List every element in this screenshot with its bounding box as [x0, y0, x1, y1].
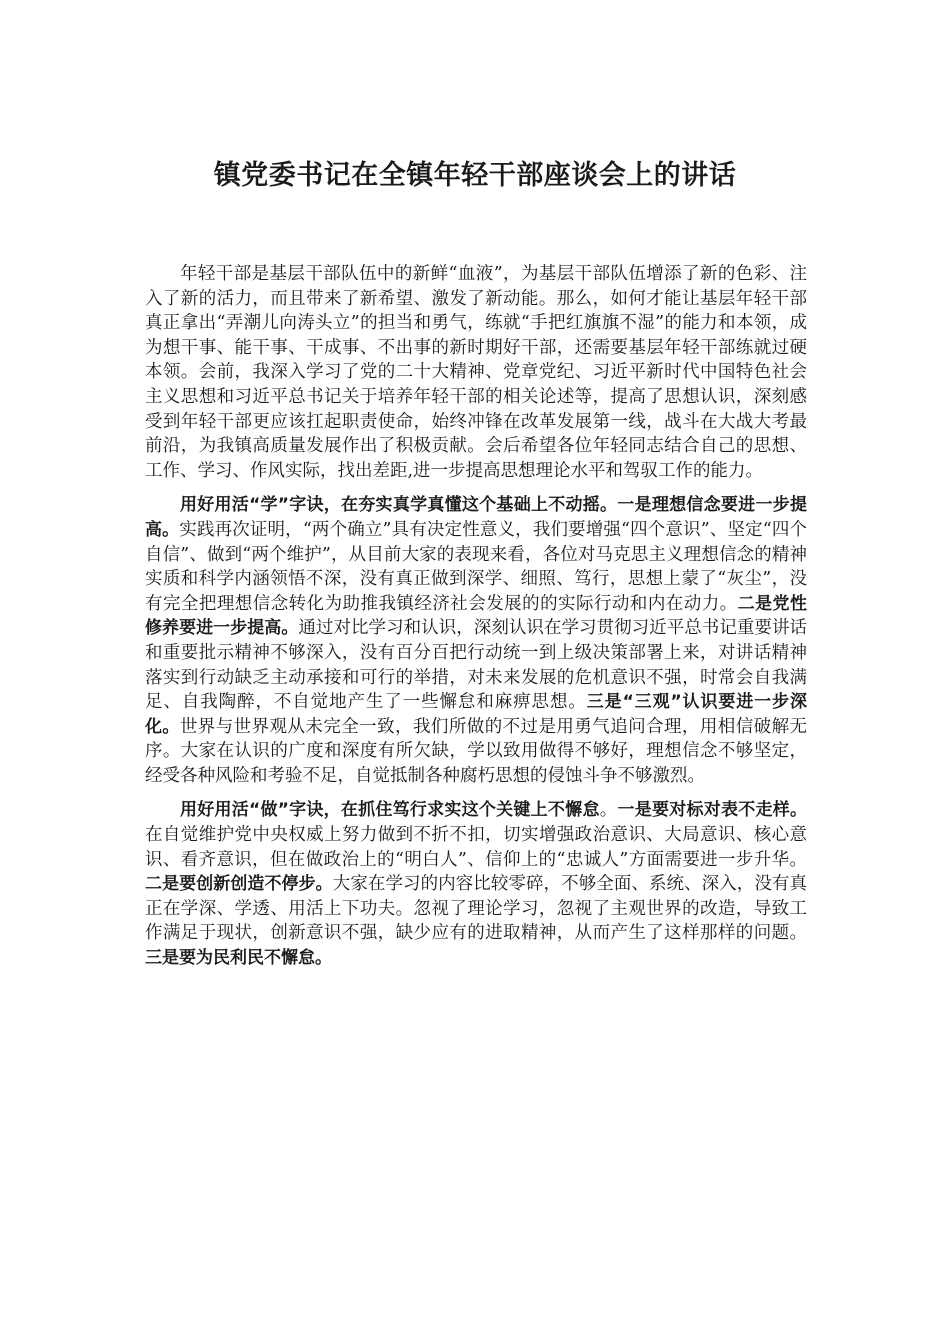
paragraph-practice — [145, 798, 807, 970]
paragraph-intro — [145, 262, 807, 483]
paragraph-subheading: 二是要创新创造不停步。 — [145, 874, 333, 895]
paragraph-text: 大家在学习的内容比较零碎，不够全面、系统、深入，没有真正在学深、学透、用活上下功夫。忽视了理论学习，忽视了主观世界的改造，导致工作满足于现状，创新意识不强，缺少应有的进取精神，从而产生了这样那样的问题。 — [145, 874, 808, 944]
paragraph-text: 在自觉维护党中央权威上努力做到不折不扣，切实增强政治意识、大局意识、核心意识、看齐意识，但在做政治上的“明白人”、信仰上的“忠诚人”方面需要进一步升华。 — [145, 825, 807, 870]
paragraph-subheading: 三是要为民利民不懈怠。 — [145, 948, 332, 969]
paragraph-heading: 用好用活“学”字诀，在夯实真学真懂这个基础上不动摇。一是理想信念要进一步提高。 — [145, 495, 807, 540]
paragraph-text: 年轻干部是基层干部队伍中的新鲜“血液”，为基层干部队伍增添了新的色彩、注入了新的活力，而且带来了新希望、激发了新动能。那么，如何才能让基层年轻干部真正拿出“弄潮儿向涛头立”的担当和勇气，练就“手把红旗旗不湿”的能力和本领，成为想干事、能干事、干成事、不出事的新时期好干部，还需要基层年轻干部练就过硬本领。会前，我深入学习了党的二十大精神、党章党纪、习近平新时代中国特色社会主义思想和习近平总书记关于培养年轻干部的相关论述等，提高了思想认识，深刻感受到年轻干部更应该扛起职责使命，始终冲锋在改革发展第一线，战斗在大战大考最前沿，为我镇高质量发展作出了积极贡献。会后希望各位年轻同志结合自己的思想、工作、学习、作风实际，找出差距,进一步提高思想理论水平和驾驭工作的能力。 — [145, 264, 807, 481]
paragraph-subheading: 一是要对标对表不走样。 — [617, 800, 808, 821]
paragraph-heading: 用好用活“做”字诀，在抓住笃行求实这个关键上不懈怠 — [180, 800, 600, 821]
paragraph-text: 实践再次证明，“两个确立”具有决定性意义，我们要增强“四个意识”、坚定“四个自信”、做到“两个维护”，从目前大家的表现来看，各位对马克思主义理想信念的精神实质和科学内涵领悟不深，没有真正做到深学、细照、笃行，思想上蒙了“灰尘”，没有完全把理想信念转化为助推我镇经济社会发展的的实际行动和内在动力。 — [145, 519, 807, 614]
paragraph-subheading: 三是“三观”认识要进一步深化。 — [145, 692, 807, 737]
document-title: 镇党委书记在全镇年轻干部座谈会上的讲话 — [213, 160, 737, 191]
paragraph-text: 通过对比学习和认识，深刻认识在学习贯彻习近平总书记重要讲话和重要批示精神不够深入，没有百分百把行动统一到上级决策部署上来，对讲话精神落实到行动缺乏主动承接和可行的举措，对未来发展的危机意识不强，时常会自我满足、自我陶醉，不自觉地产生了一些懈怠和麻痹思想。 — [145, 618, 808, 713]
paragraph-study — [145, 493, 807, 788]
paragraph-subheading: 二是党性修养要进一步提高。 — [145, 593, 807, 639]
document-body — [145, 262, 807, 981]
paragraph-text: 。 — [599, 800, 618, 821]
paragraph-text: 世界与世界观从未完全一致，我们所做的不过是用勇气追问合理，用相信破解无序。大家在认识的广度和深度有所欠缺，学以致用做得不够好，理想信念不够坚定，经受各种风险和考验不足，自觉抵制各种腐朽思想的侵蚀斗争不够激烈。 — [145, 716, 808, 786]
